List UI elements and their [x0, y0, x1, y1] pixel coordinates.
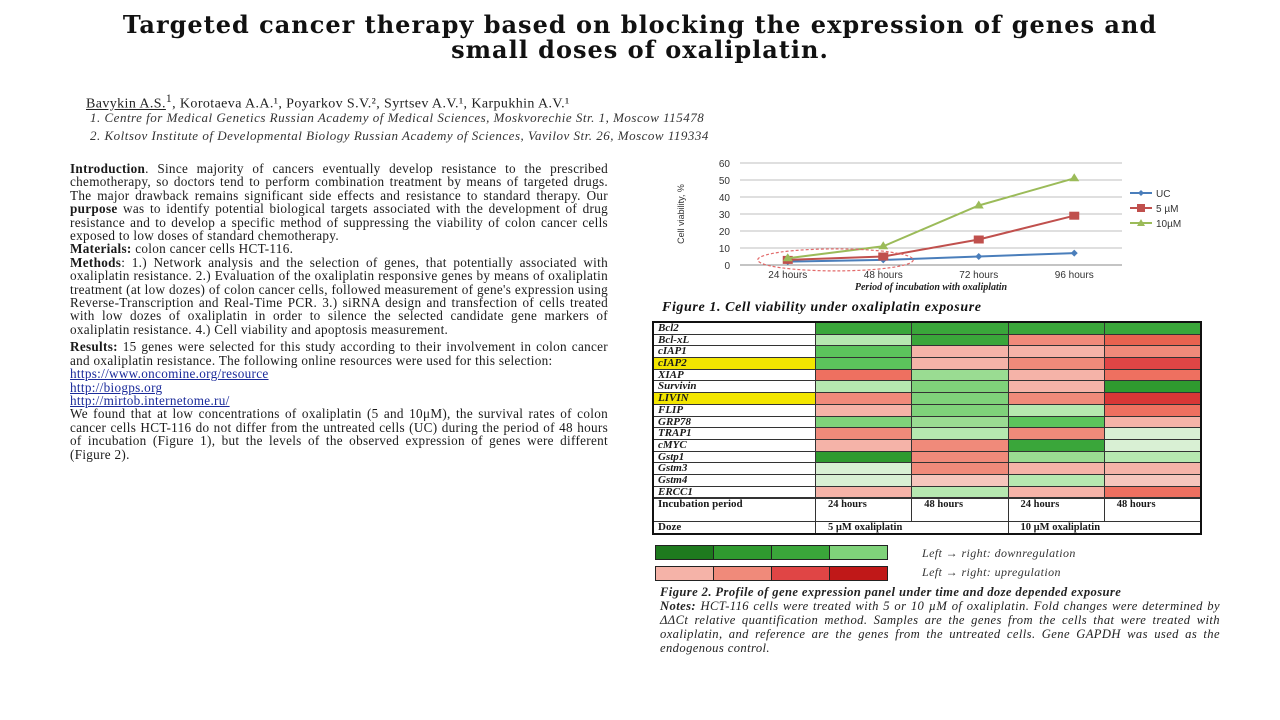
gene-label: Gstm3 — [654, 463, 816, 474]
x-tick-label: 96 hours — [1054, 270, 1094, 281]
y-tick-label: 0 — [724, 261, 730, 272]
heatmap-cell — [816, 452, 912, 463]
data-point — [1069, 212, 1079, 220]
heatmap-cell — [912, 335, 1008, 346]
legend-label: 10µM — [1156, 219, 1182, 230]
intro-paragraph — [70, 162, 608, 242]
heatmap-cell — [1105, 463, 1200, 474]
gene-label: cIAP1 — [654, 346, 816, 357]
materials-heading: Materials: — [70, 241, 132, 257]
results-text: 15 genes were selected for this study according to their involvement in colon cancer and oxaliplatin resistance. The following online resources were used for this selection: — [70, 339, 608, 368]
heatmap-cell — [912, 487, 1008, 498]
heatmap-cell — [1105, 417, 1200, 428]
heatmap-cell — [1105, 323, 1200, 334]
y-tick-label: 40 — [718, 193, 730, 204]
heatmap-cell — [816, 417, 912, 428]
heatmap-cell — [1009, 393, 1105, 404]
upregulation-swatch — [829, 566, 888, 581]
heatmap-cell — [1009, 370, 1105, 381]
y-tick-label: 10 — [718, 244, 730, 255]
heatmap-cell — [912, 346, 1008, 357]
materials-paragraph — [70, 242, 608, 255]
figure-2-title: Figure 2. Profile of gene expression panel under time and doze depended exposure — [660, 585, 1122, 599]
first-author: Bavykin A.S. — [86, 96, 166, 112]
heatmap-cell — [912, 475, 1008, 486]
heatmap-row — [654, 370, 1200, 382]
heatmap-cell — [1105, 358, 1200, 369]
heatmap-cell — [912, 428, 1008, 439]
materials-text: colon cancer cells HCT-116. — [131, 241, 294, 257]
heatmap-cell — [1105, 381, 1200, 392]
results-paragraph — [70, 340, 608, 367]
heatmap-row — [654, 440, 1200, 452]
gene-label: cMYC — [654, 440, 816, 451]
incubation-row — [654, 498, 1200, 521]
heatmap-cell — [1009, 475, 1105, 486]
affiliation-1: 1. Centre for Medical Genetics Russian Academy of Medical Sciences, Moskvorechie Str. 1, Moscow 115478 — [90, 110, 705, 125]
heatmap-row — [654, 393, 1200, 405]
heatmap-cell — [816, 358, 912, 369]
intro-text-2: was to identify potential biological targets associated with the development of drug resistance and to develop a specific method of suppressing the viability of colon cancer cells exposed to low doses of standard chemotherapy. — [70, 201, 608, 244]
heatmap-row — [654, 358, 1200, 370]
heatmap-row — [654, 487, 1200, 499]
heatmap-cell — [912, 370, 1008, 381]
gene-label: Gstp1 — [654, 452, 816, 463]
heatmap-cell — [1105, 440, 1200, 451]
heatmap-cell — [816, 428, 912, 439]
heatmap-row — [654, 463, 1200, 475]
figure-2-notes: HCT-116 cells were treated with 5 or 10 µM of oxaliplatin. Fold changes were determined by ΔΔCt relative quantification method. Samples are the genes from the cells that were treated with oxaliplatin, and reference are the genes from the untreated cells. Gene GAPDH was used as the endogenous control. — [660, 599, 1220, 655]
gene-label: XIAP — [654, 370, 816, 381]
y-tick-label: 20 — [718, 227, 730, 238]
results-heading: Results: — [70, 339, 118, 355]
link-oncomine[interactable]: https://www.oncomine.org/resource — [70, 366, 269, 382]
poster-title: Targeted cancer therapy based on blocking the expression of genes and small doses of oxaliplatin. — [122, 10, 1158, 64]
cell-viability-chart — [672, 155, 1232, 295]
heatmap-cell — [1009, 440, 1105, 451]
doze-value: 10 µM oxaliplatin — [1020, 522, 1101, 534]
heatmap-row — [654, 335, 1200, 347]
upregulation-swatch — [655, 566, 714, 581]
heatmap-cell — [1009, 323, 1105, 334]
methods-text: : 1.) Network analysis and the selection of genes, that potentially associated with oxaliplatin resistance. 2.) Evaluation of the oxaliplatin responsive genes by means of oxaliplatin treatment (at low dozes) of colon cancer cells, followed measurement of gene's expression using Reverse-Transcription and Real-Time PCR. 3.) siRNA design and transfection of cells treated with low dozes of oxaliplatin in order to silence the selected candidate gene markers of oxaliplatin resistance. 4.) Cell viability and apoptosis measurement. — [70, 254, 608, 337]
intro-heading: Introduction — [70, 161, 146, 176]
gene-label: LIVIN — [654, 393, 816, 404]
heatmap-cell — [1105, 370, 1200, 381]
upregulation-swatch — [771, 566, 830, 581]
incubation-label: Incubation period — [654, 499, 816, 521]
heatmap-cell — [1105, 335, 1200, 346]
heatmap-row — [654, 428, 1200, 440]
gene-label: Bcl-xL — [654, 335, 816, 346]
heatmap-row — [654, 452, 1200, 464]
heatmap-cell — [912, 452, 1008, 463]
heatmap-cell — [816, 440, 912, 451]
intro-text-1: . Since majority of cancers eventually develop resistance to the prescribed chemotherapy, so doctors tend to perform combination treatment by means of targeted drugs. The major drawback remains significant side effects and resistance to standard therapy. Our — [70, 161, 608, 203]
heatmap-cell — [1105, 405, 1200, 416]
heatmap-row — [654, 417, 1200, 429]
gene-expression-heatmap — [652, 321, 1202, 535]
first-author-sup: 1 — [165, 92, 173, 105]
heatmap-cell — [816, 346, 912, 357]
x-axis-label: Period of incubation with oxaliplatin — [854, 282, 1008, 293]
heatmap-cell — [816, 475, 912, 486]
heatmap-cell — [912, 393, 1008, 404]
doze-label: Doze — [654, 522, 816, 533]
incubation-value: 24 hours — [816, 499, 912, 521]
gene-label: Bcl2 — [654, 323, 816, 334]
heatmap-cell — [1009, 346, 1105, 357]
y-tick-label: 50 — [718, 176, 730, 187]
heatmap-cell — [912, 381, 1008, 392]
figure-1-caption: Figure 1. Cell viability under oxaliplatin exposure — [662, 300, 982, 315]
data-point — [1071, 250, 1078, 257]
downregulation-swatch — [829, 545, 888, 560]
text-column — [70, 162, 608, 461]
heatmap-cell — [1105, 393, 1200, 404]
series-line — [788, 178, 1075, 258]
downregulation-legend-text: Left → right: downregulation — [922, 546, 1076, 560]
heatmap-row — [654, 475, 1200, 487]
heatmap-cell — [816, 463, 912, 474]
heatmap-cell — [1009, 335, 1105, 346]
data-point — [1069, 173, 1079, 181]
figure-2-notes-label: Notes: — [660, 599, 696, 613]
incubation-value: 24 hours — [1009, 499, 1105, 521]
legend-marker — [1137, 204, 1145, 212]
data-point — [975, 253, 982, 260]
legend-label: UC — [1156, 189, 1171, 200]
heatmap-cell — [912, 323, 1008, 334]
heatmap-cell — [1105, 487, 1200, 498]
x-tick-label: 72 hours — [959, 270, 999, 281]
heatmap-row — [654, 381, 1200, 393]
affiliation-2: 2. Koltsov Institute of Developmental Biology Russian Academy of Sciences, Vavilov Str. 26, Moscow 119334 — [90, 128, 709, 143]
gene-label: Gstm4 — [654, 475, 816, 486]
upregulation-legend-text: Left → right: upregulation — [922, 565, 1061, 579]
heatmap-cell — [816, 487, 912, 498]
heatmap-cell — [1009, 381, 1105, 392]
heatmap-cell — [912, 417, 1008, 428]
upregulation-swatch — [713, 566, 772, 581]
heatmap-row — [654, 346, 1200, 358]
x-tick-label: 24 hours — [768, 270, 808, 281]
intro-purpose: purpose — [70, 201, 118, 217]
incubation-value: 48 hours — [1116, 499, 1156, 511]
legend-label: 5 µM — [1156, 204, 1179, 215]
heatmap-cell — [1105, 428, 1200, 439]
downregulation-swatch — [771, 545, 830, 560]
heatmap-cell — [1009, 417, 1105, 428]
y-tick-label: 30 — [718, 210, 730, 221]
data-point — [878, 253, 888, 261]
heatmap-cell — [816, 381, 912, 392]
heatmap-cell — [1009, 452, 1105, 463]
heatmap-cell — [912, 440, 1008, 451]
heatmap-cell — [912, 463, 1008, 474]
heatmap-cell — [816, 370, 912, 381]
heatmap-cell — [816, 405, 912, 416]
heatmap-cell — [1009, 428, 1105, 439]
results-paragraph-2: We found that at low concentrations of oxaliplatin (5 and 10μM), the survival rates of colon cancer cells HCT-116 do not differ from the untreated cells (UC) during the period of 48 hours of incubation (Figure 1), but the levels of the observed expression of genes were different (Figure 2). — [70, 406, 608, 462]
data-point — [974, 236, 984, 244]
other-authors: , Korotaeva A.A.¹, Poyarkov S.V.², Syrtsev A.V.¹, Karpukhin A.V.¹ — [172, 96, 570, 112]
downregulation-swatch — [655, 545, 714, 560]
heatmap-cell — [816, 335, 912, 346]
x-tick-label: 48 hours — [863, 270, 903, 281]
upregulation-scale — [655, 566, 887, 581]
link-biogps[interactable]: http://biogps.org — [70, 379, 163, 395]
gene-label: TRAP1 — [654, 428, 816, 439]
heatmap-cell — [912, 358, 1008, 369]
downregulation-scale — [655, 545, 887, 560]
gene-label: ERCC1 — [654, 487, 816, 498]
heatmap-cell — [1009, 487, 1105, 498]
gene-label: Survivin — [654, 381, 816, 392]
heatmap-cell — [912, 405, 1008, 416]
series-line — [788, 253, 1075, 262]
y-axis-label: Cell viability, % — [676, 184, 686, 244]
heatmap-cell — [1105, 452, 1200, 463]
link-mirtob[interactable]: http://mirtob.internetome.ru/ — [70, 392, 230, 408]
methods-heading: Methods — [70, 254, 122, 270]
incubation-value: 48 hours — [912, 499, 1008, 521]
gene-label: FLIP — [654, 405, 816, 416]
heatmap-cell — [816, 393, 912, 404]
figure-2-caption — [660, 585, 1220, 655]
heatmap-cell — [1009, 463, 1105, 474]
doze-row — [654, 521, 1200, 533]
heatmap-row — [654, 323, 1200, 335]
doze-value: 5 µM oxaliplatin — [816, 522, 1009, 533]
gene-label: GRP78 — [654, 417, 816, 428]
legend-marker — [1138, 190, 1144, 196]
heatmap-cell — [816, 323, 912, 334]
heatmap-cell — [1009, 405, 1105, 416]
y-tick-label: 60 — [718, 159, 730, 170]
heatmap-cell — [1009, 358, 1105, 369]
gene-label: cIAP2 — [654, 358, 816, 369]
downregulation-swatch — [713, 545, 772, 560]
methods-paragraph — [70, 256, 608, 336]
heatmap-row — [654, 405, 1200, 417]
heatmap-cell — [1105, 475, 1200, 486]
heatmap-cell — [1105, 346, 1200, 357]
